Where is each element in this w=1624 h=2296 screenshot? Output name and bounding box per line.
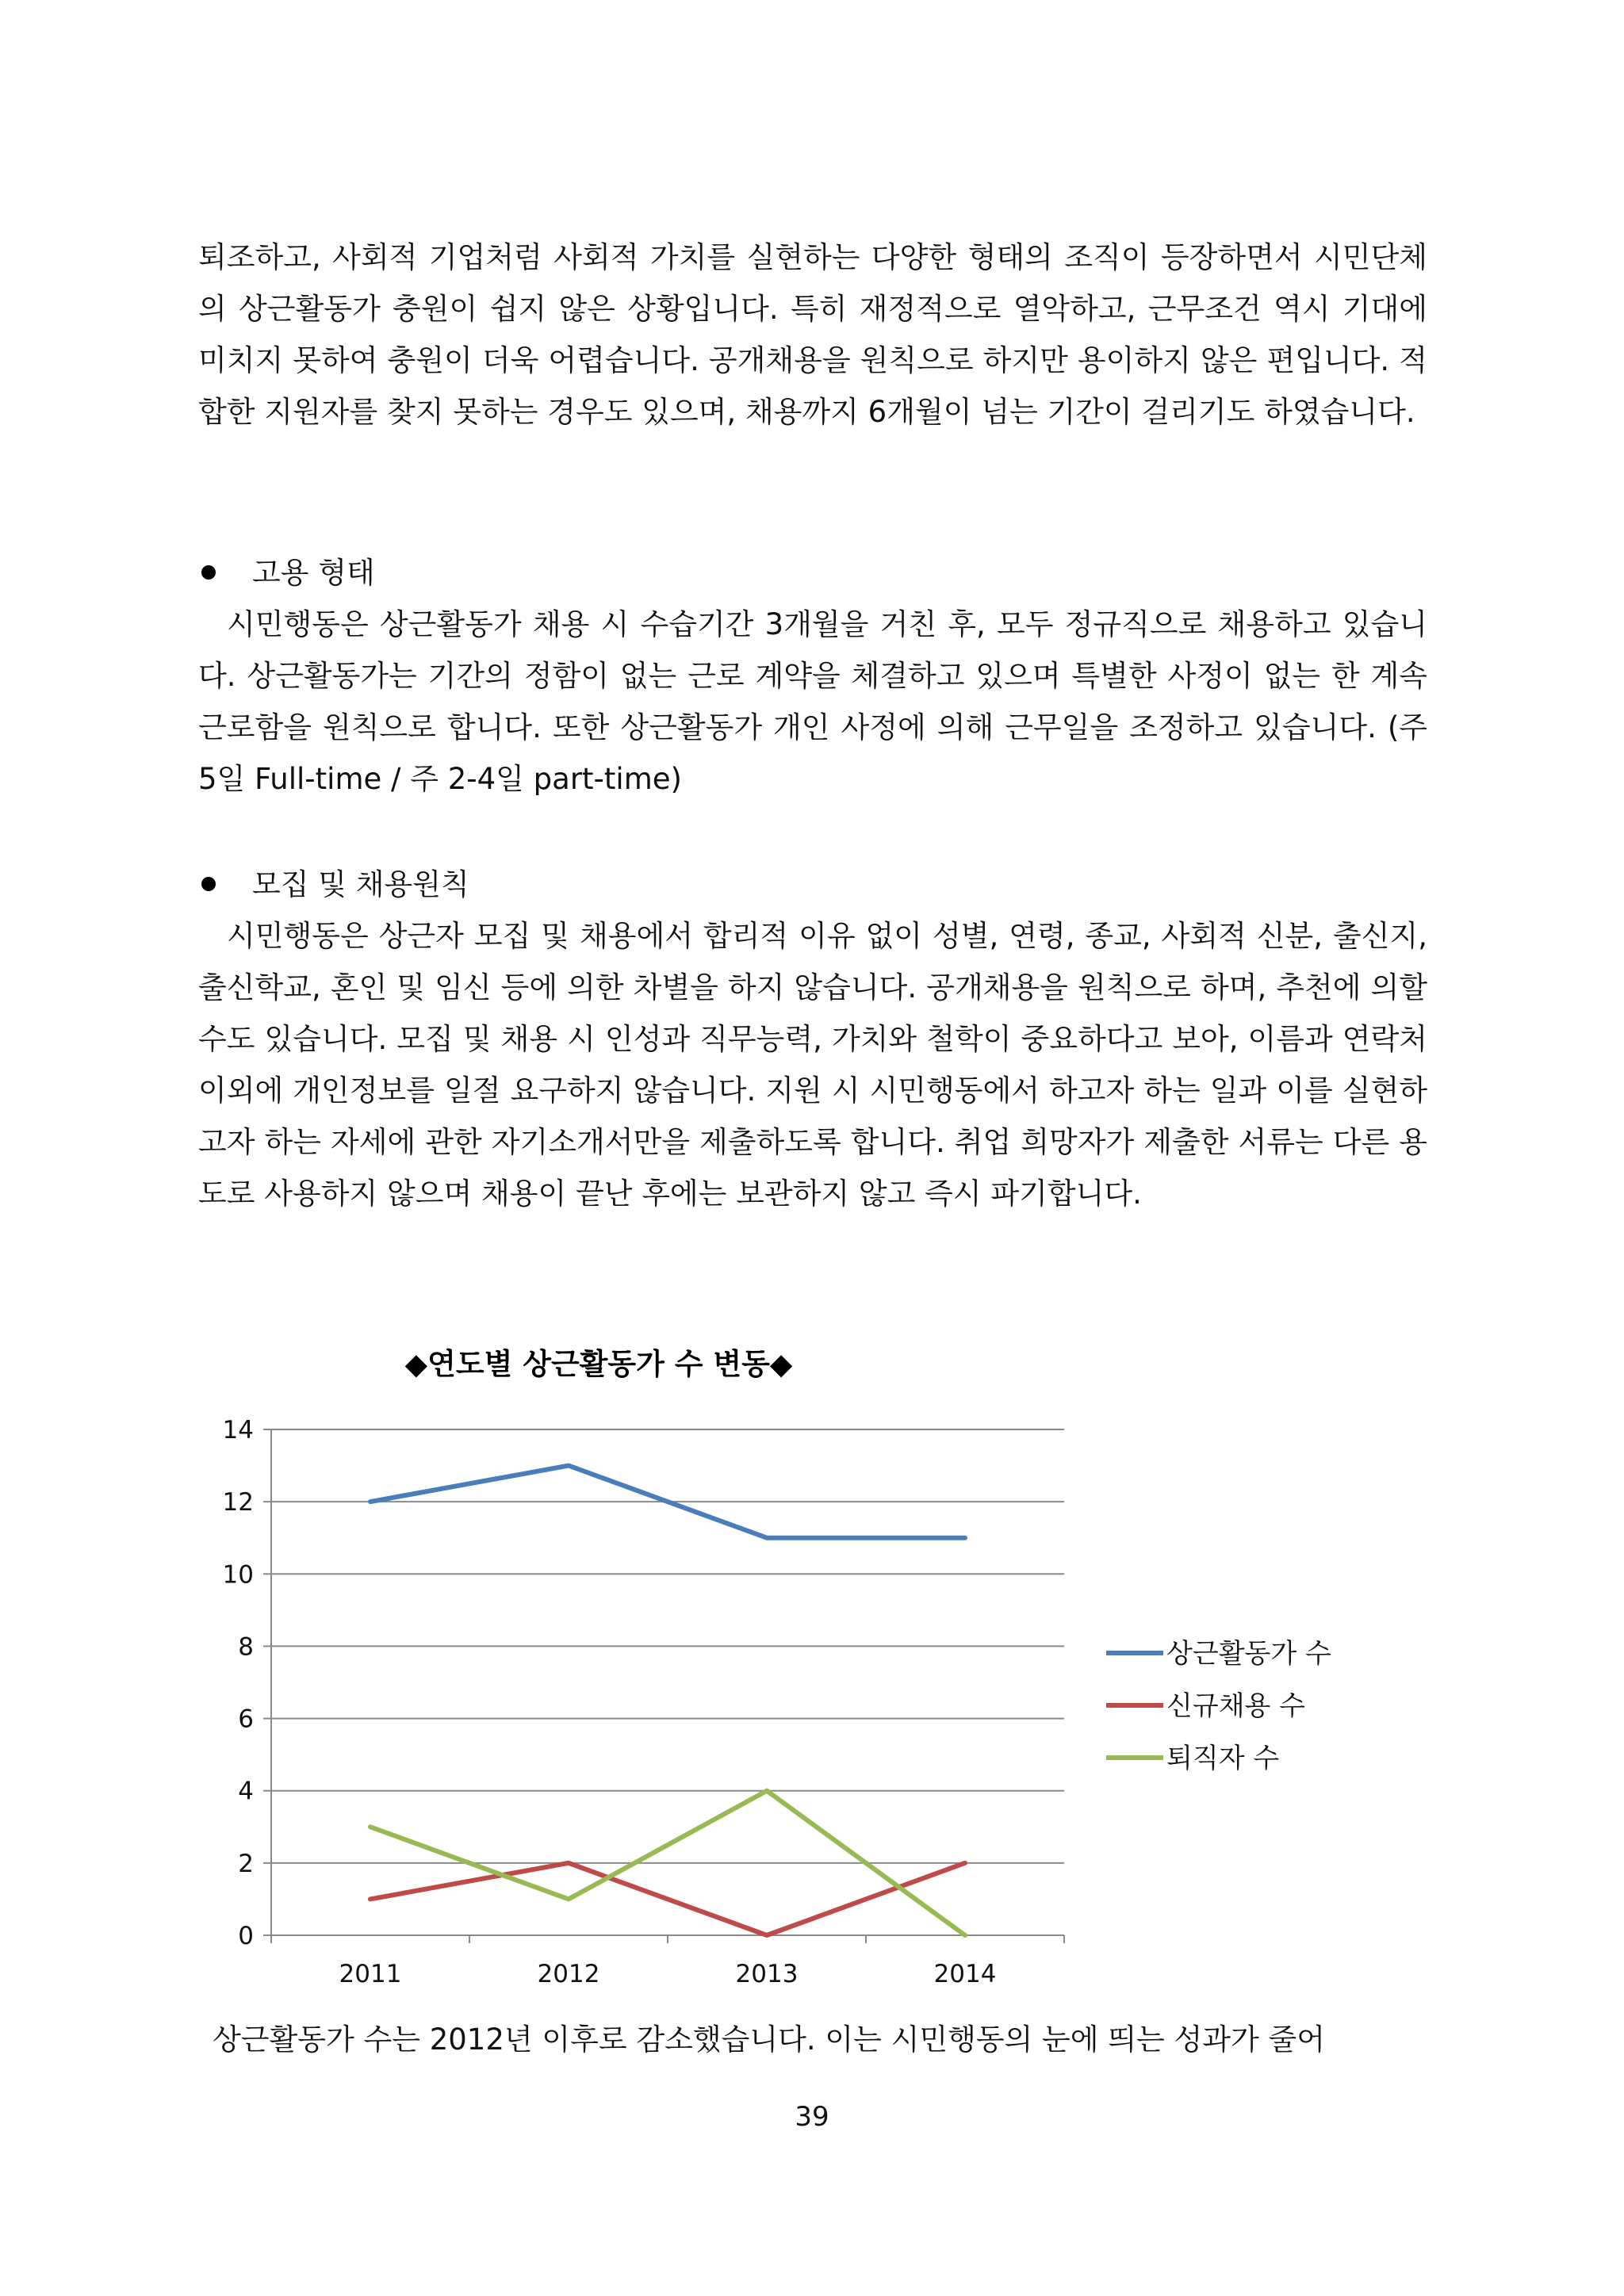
x-tick-label: 2013 [735,1960,799,1988]
data-point [965,1537,966,1538]
line-chart [198,1340,1435,1998]
recruit-paragraph: 시민행동은 상근자 모집 및 채용에서 합리적 이유 없이 성별, 연령, 종교, 사회적 신분, 출신지, 출신학교, 혼인 및 임신 등에 의한 차별을 하지 않습니다. 공개채용을 원칙으로 하며, 추천에 의할 수도 있습니다. 모집 및 채용 시 인성과 직무능력, 가치와 철학이 중요하다고 보아, 이름과 연락처 이외에 개인정보를 일절 요구하지 않습니다. 지원 시 시민행동에서 하고자 하는 일과 이를 실현하고자 하는 자세에 관한 자기소개서만을 제출하도록 합니다. 취업 희망자가 제출한 서류는 다른 용도로 사용하지 않으며 채용이 끝난 후에는 보관하지 않고 즉시 파기합니다. [198,919,1427,1211]
legend-label: 퇴직자 수 [1166,1743,1280,1774]
y-tick-label: 12 [222,1488,254,1517]
data-point [965,1862,966,1863]
y-tick-label: 2 [238,1849,254,1878]
y-tick-label: 14 [222,1416,254,1445]
y-tick-label: 10 [222,1560,254,1590]
data-point [767,1935,768,1936]
y-tick-label: 6 [238,1705,254,1734]
after-chart-paragraph: 상근활동가 수는 2012년 이후로 감소했습니다. 이는 시민행동의 눈에 띄는 성과가 줄어 [213,2022,1326,2057]
x-tick-label: 2011 [339,1960,402,1988]
recruit-heading-text: 모집 및 채용원칙 [252,867,469,901]
y-tick-label: 4 [238,1777,254,1806]
chart-svg [198,1340,1435,1998]
y-tick-label: 0 [238,1922,254,1950]
employment-paragraph: 시민행동은 상근활동가 채용 시 수습기간 3개월을 거친 후, 모두 정규직으로 채용하고 있습니다. 상근활동가는 기간의 정함이 없는 근로 계약을 체결하고 있으며 특별한 사정이 없는 한 계속 근로함을 원칙으로 합니다. 또한 상근활동가 개인 사정에 의해 근무일을 조정하고 있습니다. (주 5일 Full-time / 주 2-4일 part-time) [198,607,1427,796]
bullet-icon [201,877,216,891]
chart-title: ◆연도별 상근활동가 수 변동◆ [404,1347,793,1381]
series-line-2 [370,1863,965,1935]
x-tick-label: 2012 [537,1960,600,1988]
legend-label: 신규채용 수 [1166,1690,1306,1722]
bullet-icon [201,565,216,580]
data-point [965,1935,966,1936]
data-point [767,1790,768,1791]
intro-paragraph: 퇴조하고, 사회적 기업처럼 사회적 가치를 실현하는 다양한 형태의 조직이 등장하면서 시민단체의 상근활동가 충원이 쉽지 않은 상황입니다. 특히 재정적으로 열악하고, 근무조건 역시 기대에 미치지 못하여 충원이 더욱 어렵습니다. 공개채용을 원칙으로 하지만 용이하지 않은 편입니다. 적합한 지원자를 찾지 못하는 경우도 있으며, 채용까지 6개월이 넘는 기간이 걸리기도 하였습니다. [198,240,1427,429]
x-tick-label: 2014 [933,1960,997,1988]
y-tick-label: 8 [238,1632,254,1662]
employment-section-heading [198,547,1427,599]
data-point [767,1537,768,1538]
page-number: 39 [795,2101,829,2133]
recruit-section-heading [198,859,1427,910]
legend-label: 상근활동가 수 [1166,1638,1331,1670]
data-point [370,1899,371,1900]
employment-heading-text: 고용 형태 [252,556,375,590]
